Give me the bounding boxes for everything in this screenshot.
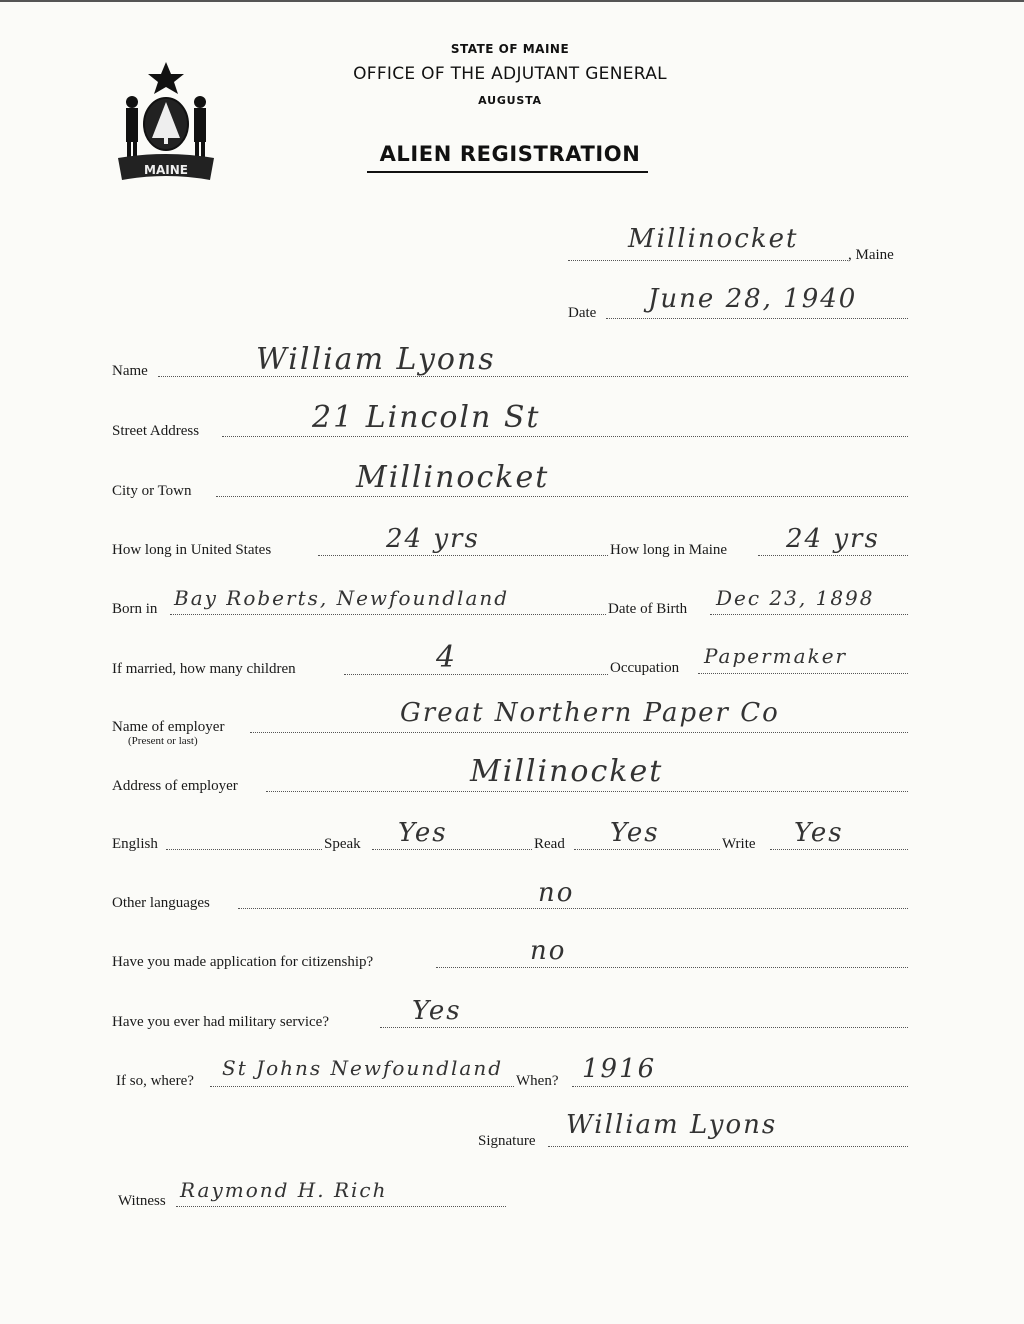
employer-address-label: Address of employer xyxy=(112,778,238,794)
military-line xyxy=(380,1027,908,1028)
name-value: William Lyons xyxy=(256,342,496,377)
state-heading: STATE OF MAINE xyxy=(450,42,570,56)
how-long-us-line xyxy=(318,555,608,556)
city-label: City or Town xyxy=(112,483,192,499)
when-value: 1916 xyxy=(582,1054,657,1084)
town-line xyxy=(568,260,848,261)
witness-label: Witness xyxy=(118,1193,166,1209)
where-value: St Johns Newfoundland xyxy=(222,1056,504,1080)
occupation-line xyxy=(698,673,908,674)
employer-address-value: Millinocket xyxy=(470,754,664,789)
employer-address-line xyxy=(266,791,908,792)
when-line xyxy=(572,1086,908,1087)
employer-name-value: Great Northern Paper Co xyxy=(400,698,780,728)
title-underline xyxy=(367,171,648,173)
street-address-value: 21 Lincoln St xyxy=(312,400,541,435)
form-title: ALIEN REGISTRATION xyxy=(379,142,641,166)
born-in-value: Bay Roberts, Newfoundland xyxy=(174,586,510,610)
other-languages-label: Other languages xyxy=(112,895,210,911)
date-of-birth-label: Date of Birth xyxy=(608,601,688,617)
employer-name-sublabel: (Present or last) xyxy=(128,735,198,747)
english-line xyxy=(166,849,322,850)
date-of-birth-value: Dec 23, 1898 xyxy=(716,586,875,610)
read-label: Read xyxy=(534,836,565,852)
signature-line xyxy=(548,1146,908,1147)
street-address-label: Street Address xyxy=(112,423,200,439)
employer-name-label: Name of employer xyxy=(112,719,225,735)
signature-value: William Lyons xyxy=(566,1110,778,1140)
how-long-maine-label: How long in Maine xyxy=(610,542,728,558)
city-line xyxy=(216,496,908,497)
date-label: Date xyxy=(568,305,597,321)
witness-line xyxy=(176,1206,506,1207)
date-value: June 28, 1940 xyxy=(648,284,858,314)
citizenship-label: Have you made application for citizenship? xyxy=(112,954,374,970)
occupation-value: Papermaker xyxy=(704,644,848,668)
date-of-birth-line xyxy=(710,614,908,615)
speak-value: Yes xyxy=(398,818,448,848)
where-label: If so, where? xyxy=(116,1073,194,1089)
how-long-maine-value: 24 yrs xyxy=(786,524,880,554)
where-line xyxy=(210,1086,514,1087)
state-seal-icon xyxy=(110,58,222,186)
occupation-label: Occupation xyxy=(610,660,680,676)
maine-label: , Maine xyxy=(848,247,894,263)
employer-name-line xyxy=(250,732,908,733)
write-value: Yes xyxy=(794,818,844,848)
write-line xyxy=(770,849,908,850)
city-value: Millinocket xyxy=(356,460,550,495)
children-label: If married, how many children xyxy=(112,661,296,677)
citizenship-value: no xyxy=(530,936,567,966)
military-value: Yes xyxy=(412,996,462,1026)
born-in-label: Born in xyxy=(112,601,158,617)
other-languages-value: no xyxy=(538,878,575,908)
street-address-line xyxy=(222,436,908,437)
how-long-us-label: How long in United States xyxy=(112,542,272,558)
english-label: English xyxy=(112,836,158,852)
other-languages-line xyxy=(238,908,908,909)
witness-value: Raymond H. Rich xyxy=(180,1178,388,1202)
born-in-line xyxy=(170,614,606,615)
children-line xyxy=(344,674,608,675)
citizenship-line xyxy=(436,967,908,968)
name-label: Name xyxy=(112,363,148,379)
svg-text:MAINE: MAINE xyxy=(144,163,188,177)
speak-label: Speak xyxy=(324,836,361,852)
town-value: Millinocket xyxy=(628,224,799,254)
date-line xyxy=(606,318,908,319)
how-long-maine-line xyxy=(758,555,908,556)
city-heading: AUGUSTA xyxy=(478,94,542,107)
write-label: Write xyxy=(722,836,756,852)
read-value: Yes xyxy=(610,818,660,848)
office-heading: OFFICE OF THE ADJUTANT GENERAL xyxy=(353,64,667,84)
children-value: 4 xyxy=(436,640,458,675)
military-label: Have you ever had military service? xyxy=(112,1014,329,1030)
signature-label: Signature xyxy=(478,1133,536,1149)
how-long-us-value: 24 yrs xyxy=(386,524,480,554)
speak-line xyxy=(372,849,532,850)
read-line xyxy=(574,849,720,850)
when-label: When? xyxy=(516,1073,559,1089)
